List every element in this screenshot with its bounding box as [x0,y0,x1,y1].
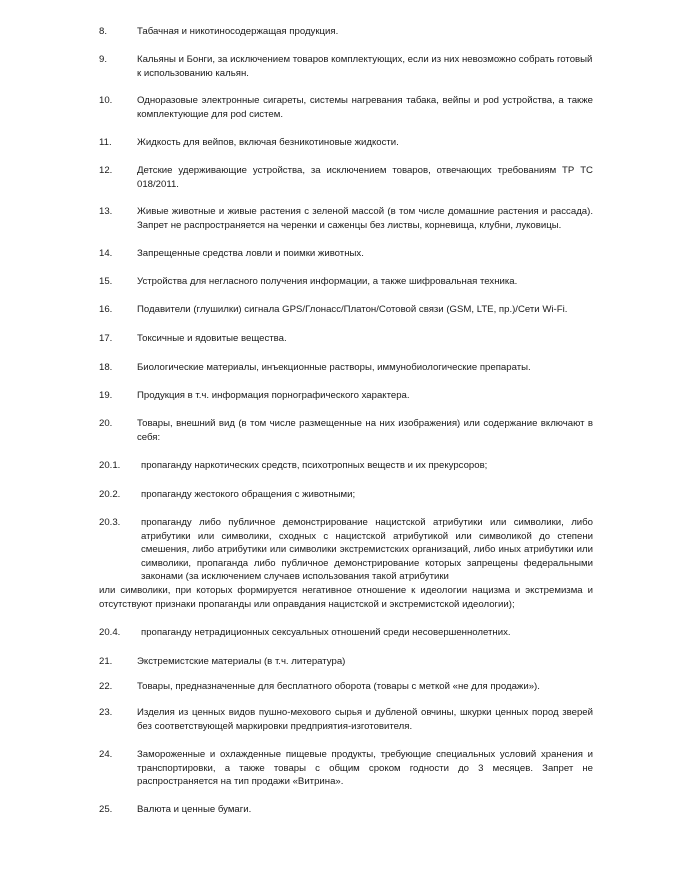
item-text: Товары, предназначенные для бесплатного оборота (товары с меткой «не для продажи»). [137,681,540,692]
item-text: Живые животные и живые растения с зеленой массой (в том числе домашние растения и рассада). Запрет не распространяется на черенки и саженцы без листвы, корневища, клубни, луковицы. [137,206,593,231]
item-text: Валюта и ценные бумаги. [137,804,252,815]
item-number: 13. [99,206,113,217]
item-text: Замороженные и охлажденные пищевые продукты, требующие специальных условий хранения и транспортировки, а также товары с общим сроком годности до 3 месяцев. Запрет не распространяется на тип продажи «Витрина». [137,749,593,787]
item-text: пропаганду наркотических средств, психотропных веществ и их прекурсоров; [141,460,488,471]
item-number: 11. [99,137,112,148]
item-text: Токсичные и ядовитые вещества. [137,333,287,344]
item-number: 23. [99,707,113,718]
item-text: Подавители (глушилки) сигнала GPS/Глонасс/Платон/Сотовой связи (GSM, LTE, пр.)/Сети Wi-Fi. [137,304,568,315]
item-text: Продукция в т.ч. информация порнографического характера. [137,390,410,401]
item-number: 20.1. [99,460,121,471]
item-number: 22. [99,681,113,692]
item-number: 18. [99,362,113,373]
item-number: 15. [99,276,113,287]
item-number: 9. [99,54,108,65]
item-number: 25. [99,804,113,815]
item-number: 24. [99,749,113,760]
item-number: 8. [99,26,108,37]
item-number: 14. [99,248,113,259]
item-number: 21. [99,656,113,667]
item-number: 20.3. [99,517,121,528]
item-text: пропаганду жестокого обращения с животными; [141,489,356,500]
item-number: 10. [99,95,113,106]
item-number: 19. [99,390,113,401]
item-continuation: или символики, при которых формируется негативное отношение к идеологии нацизма и экстремизма и отсутствуют признаки пропаганды или оправдания нацистской и экстремистской идеологии); [99,585,593,610]
item-number: 20. [99,418,113,429]
item-text: пропаганду либо публичное демонстрирование нацистской атрибутики или символики, либо атрибутики или символики, сходных с нацистской атрибутикой или символикой до степени смешения, либо атрибутики или символики экстремистских организаций, либо иных атрибутики или символики, пропаганда либо публичное демонстрирование которых запрещены федеральными законами (за исключением случаев использования такой атрибутики [141,517,593,582]
item-text: Кальяны и Бонги, за исключением товаров комплектующих, если из них невозможно собрать готовый к использованию кальян. [137,54,593,79]
item-text: Товары, внешний вид (в том числе размещенные на них изображения) или содержание включают в себя: [137,418,593,443]
item-number: 20.2. [99,489,121,500]
item-text: Запрещенные средства ловли и поимки животных. [137,248,364,259]
item-text: Жидкость для вейпов, включая безникотиновые жидкости. [137,137,399,148]
item-number: 12. [99,165,113,176]
item-text: Устройства для негласного получения информации, а также шифровальная техника. [137,276,518,287]
item-text: Биологические материалы, инъекционные растворы, иммунобиологические препараты. [137,362,531,373]
item-text: Табачная и никотиносодержащая продукция. [137,26,339,37]
item-text: Экстремистские материалы (в т.ч. литература) [137,656,346,667]
item-text: пропаганду нетрадиционных сексуальных отношений среди несовершеннолетних. [141,627,511,638]
item-number: 20.4. [99,627,121,638]
item-number: 16. [99,304,113,315]
item-text: Одноразовые электронные сигареты, системы нагревания табака, вейпы и pod устройства, а также комплектующие для pod систем. [137,95,593,120]
item-text: Изделия из ценных видов пушно-мехового сырья и дубленой овчины, шкурки ценных пород зверей без соответствующей маркировки предприятия-изготовителя. [137,707,593,732]
item-number: 17. [99,333,113,344]
item-text: Детские удерживающие устройства, за исключением товаров, отвечающих требованиям ТР ТС 018/2011. [137,165,593,190]
